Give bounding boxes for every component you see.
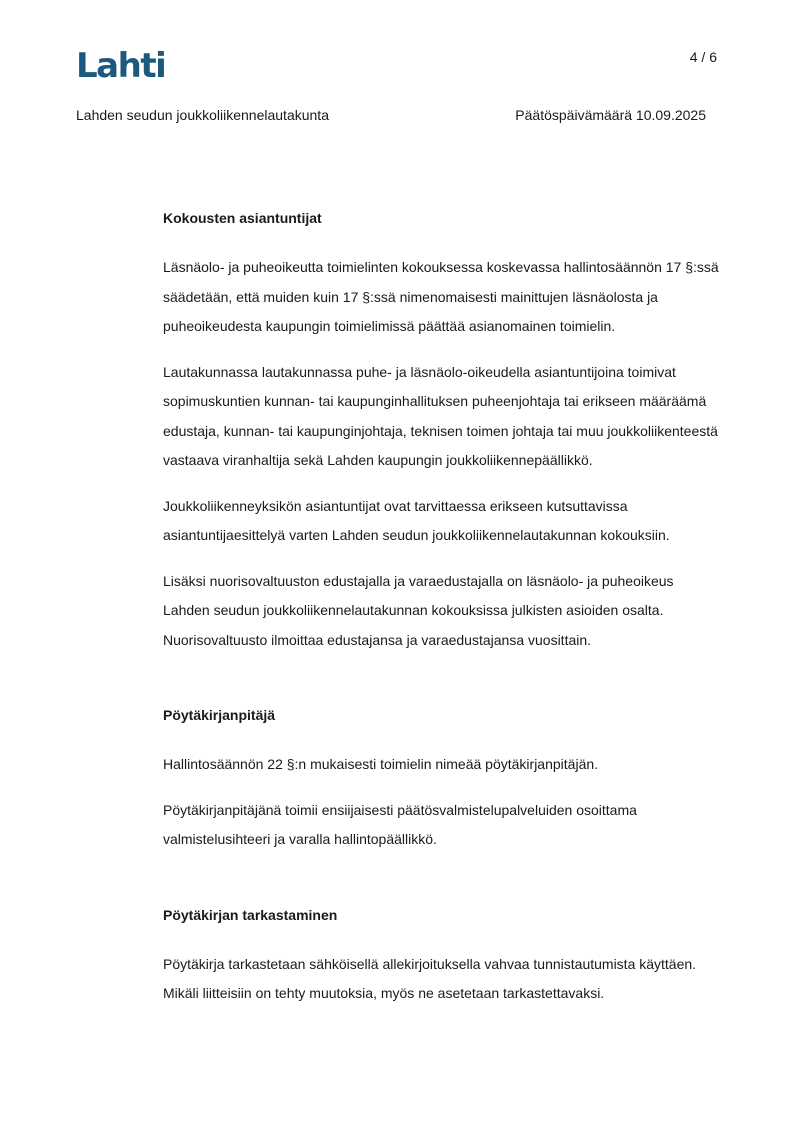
section-spacer	[163, 671, 723, 701]
page-number: 4 / 6	[689, 49, 717, 65]
paragraph: Hallintosäännön 22 §:n mukaisesti toimielin nimeää pöytäkirjanpitäjän.	[163, 756, 599, 772]
paragraph: Lautakunnassa lautakunnassa puhe- ja läsnäolo-oikeudella asiantuntijoina toimivat sopimuskuntien kunnan- tai kaupunginhallituksen puheenjohtaja tai erikseen määräämä edustaja, kunnan- tai kaupunginjohtaja, teknisen toimen johtaja tai muu joukkoliikenteestä vastaava viranhaltija sekä Lahden kaupungin joukkoliikennepäällikkö.	[163, 363, 718, 468]
paragraph: Läsnäolo- ja puheoikeutta toimielinten kokouksessa koskevassa hallintosäännön 17 §:ssä säädetään, että muiden kuin 17 §:ssä nimenomaisesti mainittujen läsnäolosta ja puheoikeudesta kaupungin toimielimissä päättää asianomainen toimielin.	[163, 259, 719, 334]
paragraph: Pöytäkirja tarkastetaan sähköisellä allekirjoituksella vahvaa tunnistautumista käyttäen. Mikäli liitteisiin on tehty muutoksia, myös ne asetetaan tarkastettavaksi.	[163, 955, 697, 1001]
section-spacer	[163, 871, 723, 901]
decision-date: Päätöspäivämäärä 10.09.2025	[515, 107, 706, 123]
document-body	[163, 204, 723, 1025]
paragraph: Pöytäkirjanpitäjänä toimii ensiijaisesti päätösvalmistelupalveluiden osoittama valmistelusihteeri ja varalla hallintopäällikkö.	[163, 801, 637, 847]
section-title: Kokousten asiantuntijat	[163, 210, 322, 226]
organization-name: Lahden seudun joukkoliikennelautakunta	[76, 107, 329, 123]
paragraph: Lisäksi nuorisovaltuuston edustajalla ja varaedustajalla on läsnäolo- ja puheoikeus Lahden seudun joukkoliikennelautakunnan kokouksissa julkisten asioiden osalta. Nuorisovaltuusto ilmoittaa edustajansa ja varaedustajansa vuosittain.	[163, 572, 674, 648]
lahti-logo-mark	[76, 46, 168, 82]
section-title: Pöytäkirjan tarkastaminen	[163, 906, 338, 923]
section-poytakirjanpitaja	[163, 701, 723, 855]
lahti-logo	[76, 46, 168, 82]
section-poytakirjan-tarkastaminen	[163, 901, 723, 1009]
logo-wordmark: Lahti	[76, 46, 166, 82]
section-kokousten-asiantuntijat	[163, 204, 723, 655]
section-title: Pöytäkirjanpitäjä	[163, 707, 276, 723]
paragraph: Joukkoliikenneyksikön asiantuntijat ovat tarvittaessa erikseen kutsuttavissa asiantuntijaesittelyä varten Lahden seudun joukkoliikennelautakunnan kokouksiin.	[163, 497, 670, 543]
